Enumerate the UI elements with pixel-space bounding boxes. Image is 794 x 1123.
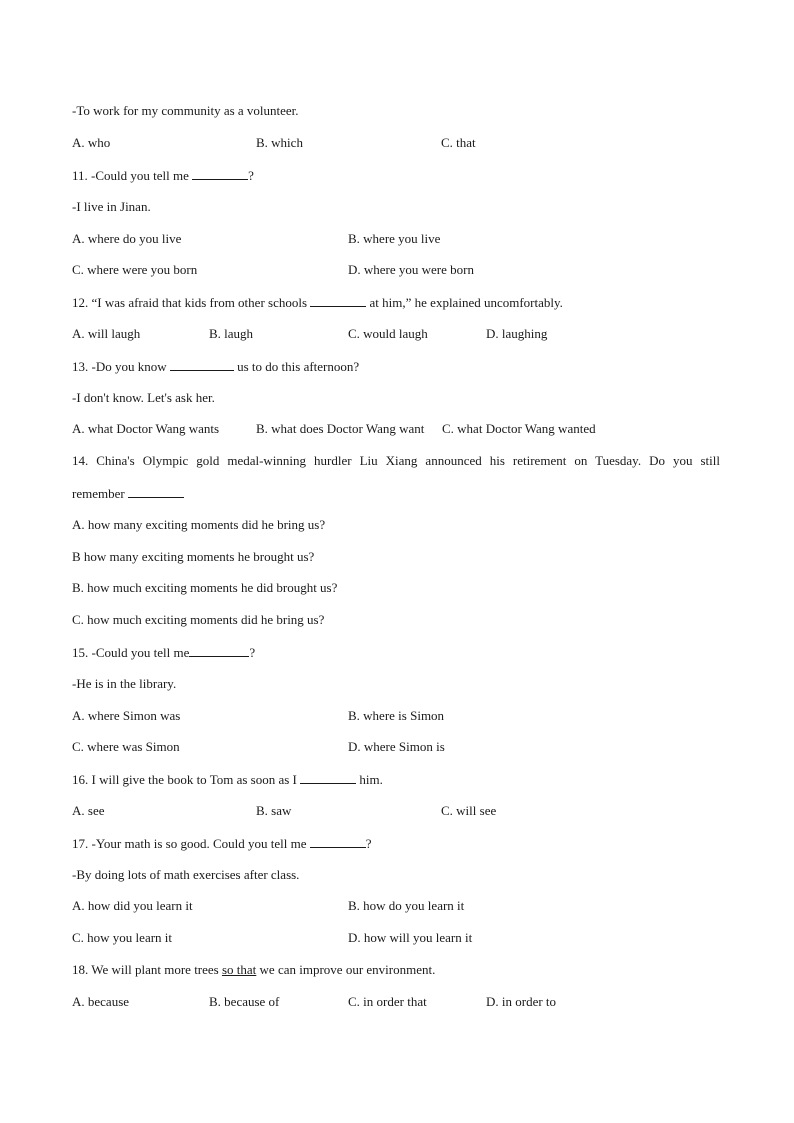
q17-option-d[interactable]: D. how will you learn it bbox=[348, 930, 473, 945]
q14-option-a[interactable]: A. how many exciting moments did he bring us? bbox=[72, 517, 326, 532]
q14-option-c[interactable]: C. how much exciting moments did he bring us? bbox=[72, 612, 325, 627]
q14-question-line2: remember bbox=[72, 485, 184, 502]
q15-reply: -He is in the library. bbox=[72, 676, 177, 691]
q13-blank[interactable] bbox=[170, 358, 234, 371]
q17-blank[interactable] bbox=[310, 835, 366, 848]
q11-reply: -I live in Jinan. bbox=[72, 199, 151, 214]
q13-question: 13. -Do you know us to do this afternoon? bbox=[72, 359, 360, 374]
q12-option-a[interactable]: A. will laugh bbox=[72, 326, 141, 341]
q18-underlined-phrase: so that bbox=[221, 962, 257, 977]
q14-question-line1: 14. China's Olympic gold medal-winning hurdler Liu Xiang announced his retirement on Tuesday. Do you still bbox=[72, 453, 720, 468]
q12-option-d[interactable]: D. laughing bbox=[486, 326, 548, 341]
q15-option-b[interactable]: B. where is Simon bbox=[348, 708, 445, 723]
q11-option-d[interactable]: D. where you were born bbox=[348, 262, 474, 277]
q10-option-c[interactable]: C. that bbox=[441, 135, 476, 150]
q14-option-b2[interactable]: B. how much exciting moments he did brought us? bbox=[72, 580, 338, 595]
q12-option-b[interactable]: B. laugh bbox=[209, 326, 254, 341]
q11-question: 11. -Could you tell me ? bbox=[72, 168, 254, 183]
q15-option-c[interactable]: C. where was Simon bbox=[72, 739, 180, 754]
q11-option-c[interactable]: C. where were you born bbox=[72, 262, 198, 277]
q14-option-b1[interactable]: B how many exciting moments he brought us? bbox=[72, 549, 315, 564]
q16-option-a[interactable]: A. see bbox=[72, 803, 105, 818]
q18-question: 18. We will plant more trees so that we can improve our environment. bbox=[72, 962, 436, 977]
q10-option-b[interactable]: B. which bbox=[256, 135, 303, 150]
q17-reply: -By doing lots of math exercises after class. bbox=[72, 867, 300, 882]
q16-option-b[interactable]: B. saw bbox=[256, 803, 292, 818]
q15-question: 15. -Could you tell me ? bbox=[72, 645, 256, 660]
q10-option-a[interactable]: A. who bbox=[72, 135, 111, 150]
q13-option-b[interactable]: B. what does Doctor Wang want bbox=[256, 421, 425, 436]
q17-question: 17. -Your math is so good. Could you tell me ? bbox=[72, 836, 372, 851]
q16-question: 16. I will give the book to Tom as soon as I him. bbox=[72, 772, 383, 787]
q18-option-a[interactable]: A. because bbox=[72, 994, 130, 1009]
q11-option-b[interactable]: B. where you live bbox=[348, 231, 441, 246]
q15-blank[interactable] bbox=[189, 644, 249, 657]
q11-blank[interactable] bbox=[192, 167, 248, 180]
q18-option-b[interactable]: B. because of bbox=[209, 994, 280, 1009]
q18-option-d[interactable]: D. in order to bbox=[486, 994, 557, 1009]
q17-option-c[interactable]: C. how you learn it bbox=[72, 930, 173, 945]
q15-option-d[interactable]: D. where Simon is bbox=[348, 739, 445, 754]
q11-option-a[interactable]: A. where do you live bbox=[72, 231, 182, 246]
q16-option-c[interactable]: C. will see bbox=[441, 803, 497, 818]
q12-question: 12. “I was afraid that kids from other schools at him,” he explained uncomfortably. bbox=[72, 295, 563, 310]
q10-reply: -To work for my community as a volunteer. bbox=[72, 103, 299, 118]
q17-option-b[interactable]: B. how do you learn it bbox=[348, 898, 465, 913]
q17-option-a[interactable]: A. how did you learn it bbox=[72, 898, 193, 913]
q12-blank[interactable] bbox=[310, 294, 366, 307]
q12-option-c[interactable]: C. would laugh bbox=[348, 326, 428, 341]
q18-option-c[interactable]: C. in order that bbox=[348, 994, 427, 1009]
q14-blank[interactable] bbox=[128, 485, 184, 498]
q13-option-c[interactable]: C. what Doctor Wang wanted bbox=[442, 421, 596, 436]
q16-blank[interactable] bbox=[300, 771, 356, 784]
q15-option-a[interactable]: A. where Simon was bbox=[72, 708, 181, 723]
q13-option-a[interactable]: A. what Doctor Wang wants bbox=[72, 421, 220, 436]
q13-reply: -I don't know. Let's ask her. bbox=[72, 390, 215, 405]
